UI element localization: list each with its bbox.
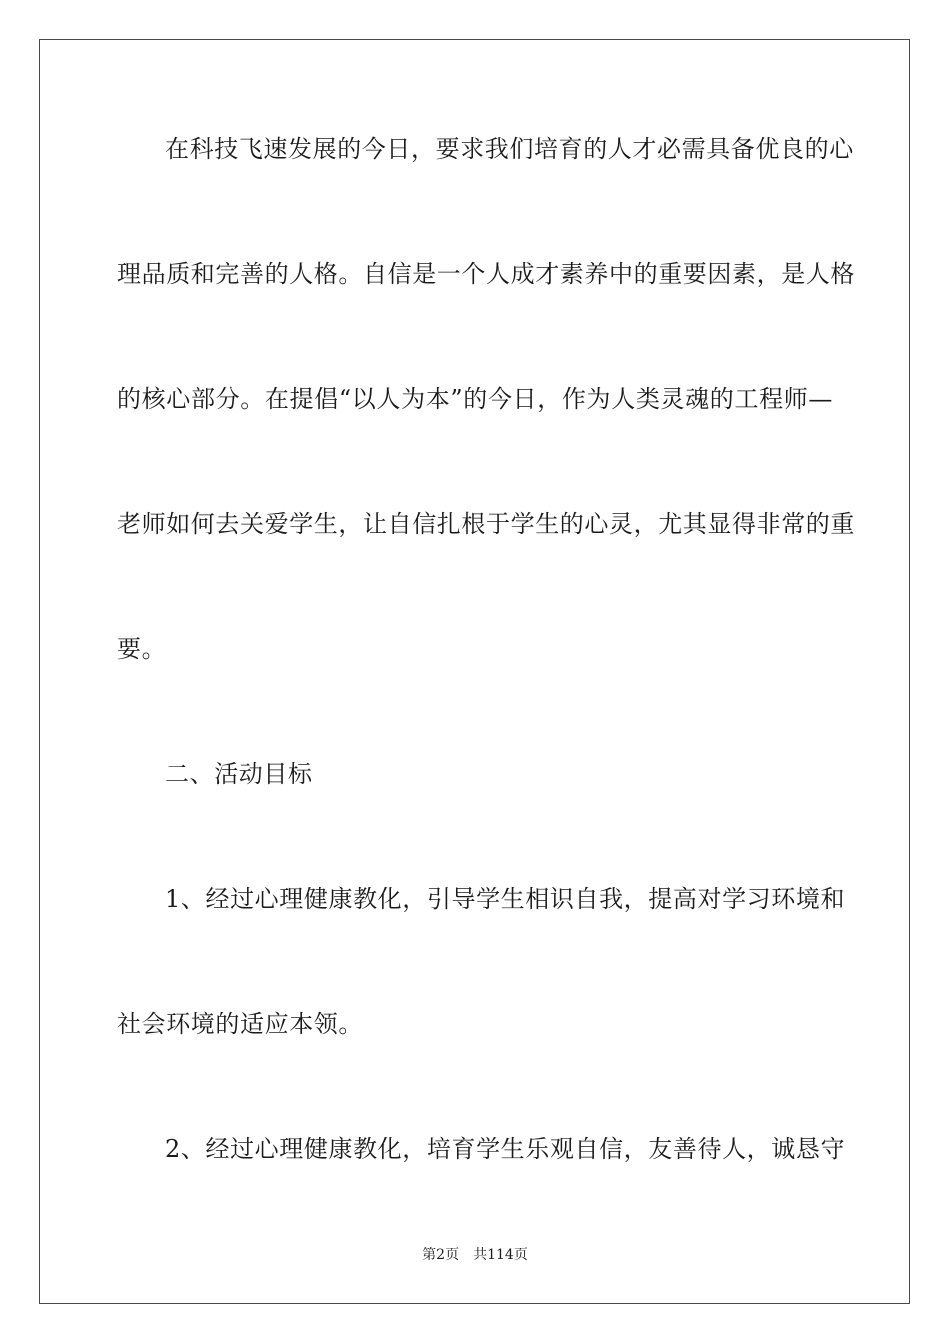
list-item-line: 社会环境的适应本领。: [117, 1010, 363, 1038]
paragraph-line: 要。: [117, 635, 167, 663]
page-total: 共114页: [473, 1247, 528, 1263]
paragraph-line: 的核心部分。在提倡“以人为本”的今日，作为人类灵魂的工程师—: [117, 385, 833, 413]
section-heading: 二、活动目标: [165, 760, 313, 788]
page-border: [39, 39, 910, 1304]
paragraph-line: 老师如何去关爱学生，让自信扎根于学生的心灵，尤其显得非常的重: [117, 510, 855, 538]
list-item-line: 2、经过心理健康教化，培育学生乐观自信，友善待人，诚恳守: [165, 1135, 846, 1163]
paragraph-line: 在科技飞速发展的今日，要求我们培育的人才必需具备优良的心: [165, 135, 854, 163]
page-footer: [0, 1246, 950, 1264]
page-number: 第2页: [422, 1247, 460, 1263]
list-item-line: 1、经过心理健康教化，引导学生相识自我，提高对学习环境和: [165, 885, 846, 913]
paragraph-line: 理品质和完善的人格。自信是一个人成才素养中的重要因素，是人格: [117, 260, 855, 288]
